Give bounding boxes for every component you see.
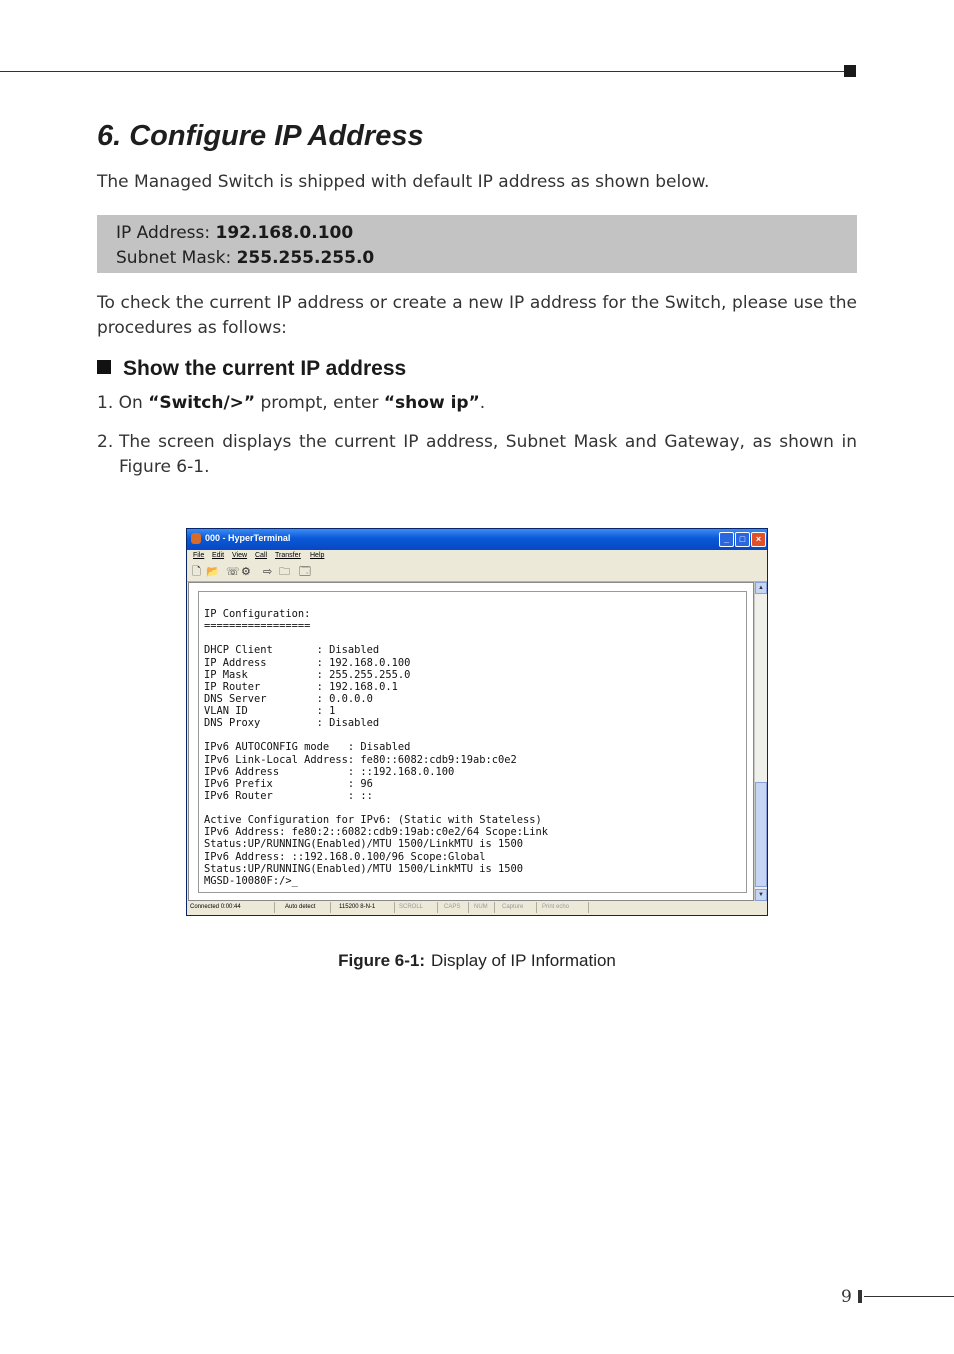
menu-transfer[interactable]: Transfer [275, 552, 301, 559]
status-separator [274, 902, 275, 913]
step-1-command: “show ip” [383, 393, 480, 413]
step-1-period: . [479, 393, 486, 413]
status-num: NUM [474, 904, 488, 910]
status-print-echo: Print echo [542, 904, 570, 910]
page-number: 9 [841, 1287, 852, 1307]
dial-icon[interactable]: ⚙ [241, 566, 251, 578]
subsection-title: Show the current IP address [123, 357, 407, 380]
vertical-scrollbar[interactable] [754, 582, 767, 901]
properties-icon[interactable]: 🗔 [299, 566, 311, 578]
ip-address-value: 192.168.0.100 [215, 223, 354, 243]
header-square [844, 65, 856, 77]
menu-help[interactable]: Help [310, 552, 325, 559]
send-icon[interactable]: ⇨ [263, 566, 273, 578]
subsection-heading [97, 357, 406, 381]
subnet-mask-line [116, 246, 857, 271]
step-1 [97, 393, 485, 413]
minimize-button[interactable]: _ [719, 532, 734, 547]
window-titlebar[interactable] [187, 529, 767, 550]
bullet-square-icon [97, 360, 111, 374]
status-detect: Auto detect [285, 904, 316, 910]
receive-icon[interactable]: 🗀 [279, 566, 290, 578]
scroll-thumb[interactable] [755, 782, 767, 887]
new-connection-icon[interactable]: 🗋 [192, 566, 201, 578]
step-1-prompt: “Switch/>” [148, 393, 256, 413]
page-number-rule [864, 1296, 954, 1297]
ip-address-label: IP Address: [116, 223, 216, 243]
scroll-up-arrow-icon[interactable]: ▲ [755, 582, 767, 594]
figure-label: Figure 6-1: [338, 951, 425, 970]
status-caps: CAPS [444, 904, 461, 910]
subnet-mask-value: 255.255.255.0 [236, 248, 375, 268]
terminal-frame [198, 591, 747, 893]
menu-edit[interactable]: Edit [212, 552, 225, 559]
disconnect-icon[interactable]: ☏ [226, 566, 240, 578]
close-button[interactable]: × [751, 532, 766, 547]
terminal-output: IP Configuration: ================= DHCP Client : Disabled IP Address : 192.168.0.100 IP Mask : 255.255.255.0 IP Router : 192.168.0.1 DNS Server : 0.0.0.0 VLAN ID : 1 DNS Proxy : Disabled IPv6 AUTOCONFIG mode : Disabled IPv6 Link-Local Address: fe80::6082:cdb9:19ab:c0e2 IPv6 Address : ::192.168.0.100 IPv6 Prefix : 96 IPv6 Router : :: Active Configuration for IPv6: (Static with Stateless) IPv6 Address: fe80:2::6082:cdb9:19ab:c0e2/64 Scope:Link Status:UP/RUNNING(Enabled)/MTU 1500/LinkMTU is 1500 IPv6 Address: ::192.168.0.100/96 Scope:Global Status:UP/RUNNING(Enabled)/MTU 1500/LinkMTU is 1500 MGSD-10080F:/>_ [204, 608, 549, 887]
terminal-screen[interactable] [188, 582, 754, 901]
hyperterminal-window [186, 528, 768, 916]
hyperterminal-app-icon [191, 533, 201, 544]
menu-call[interactable]: Call [255, 552, 268, 559]
step-2 [97, 430, 857, 480]
status-separator [394, 902, 395, 913]
maximize-button[interactable]: □ [735, 532, 750, 547]
subnet-mask-label: Subnet Mask: [116, 248, 237, 268]
status-bar [187, 901, 767, 915]
status-separator [330, 902, 331, 913]
status-capture: Capture [502, 904, 524, 910]
open-folder-icon[interactable]: 📂 [206, 566, 220, 578]
status-separator [588, 902, 589, 913]
status-separator [494, 902, 495, 913]
menu-bar [187, 550, 767, 564]
scroll-down-arrow-icon[interactable]: ▼ [755, 889, 767, 901]
status-scroll: SCROLL [399, 904, 424, 910]
step-1-number: 1. [97, 393, 119, 413]
step-2-text: The screen displays the current IP address, Subnet Mask and Gateway, as shown in Figure 6-1. [119, 432, 857, 477]
figure-caption-text: Display of IP Information [431, 951, 616, 970]
step-2-number: 2. [97, 432, 114, 452]
intro-text: The Managed Switch is shipped with default IP address as shown below. [97, 172, 710, 192]
section-heading: 6. Configure IP Address [97, 120, 424, 152]
status-separator [437, 902, 438, 913]
menu-view[interactable]: View [232, 552, 248, 559]
page-number-bar [858, 1290, 862, 1303]
ip-address-line [116, 221, 857, 246]
status-connected: Connected 0:00:44 [190, 904, 241, 910]
status-separator [468, 902, 469, 913]
status-baud: 115200 8-N-1 [339, 904, 376, 910]
menu-file[interactable]: File [193, 552, 205, 559]
step-1-text-a: On [118, 393, 149, 413]
procedure-intro: To check the current IP address or create a new IP address for the Switch, please use the procedures as follows: [97, 293, 857, 338]
window-title: 000 - HyperTerminal [205, 533, 291, 543]
step-1-text-c: prompt, enter [255, 393, 384, 413]
figure-caption [0, 951, 954, 971]
header-rule [0, 71, 848, 72]
status-separator [536, 902, 537, 913]
toolbar [187, 564, 767, 582]
default-ip-box [97, 215, 857, 273]
